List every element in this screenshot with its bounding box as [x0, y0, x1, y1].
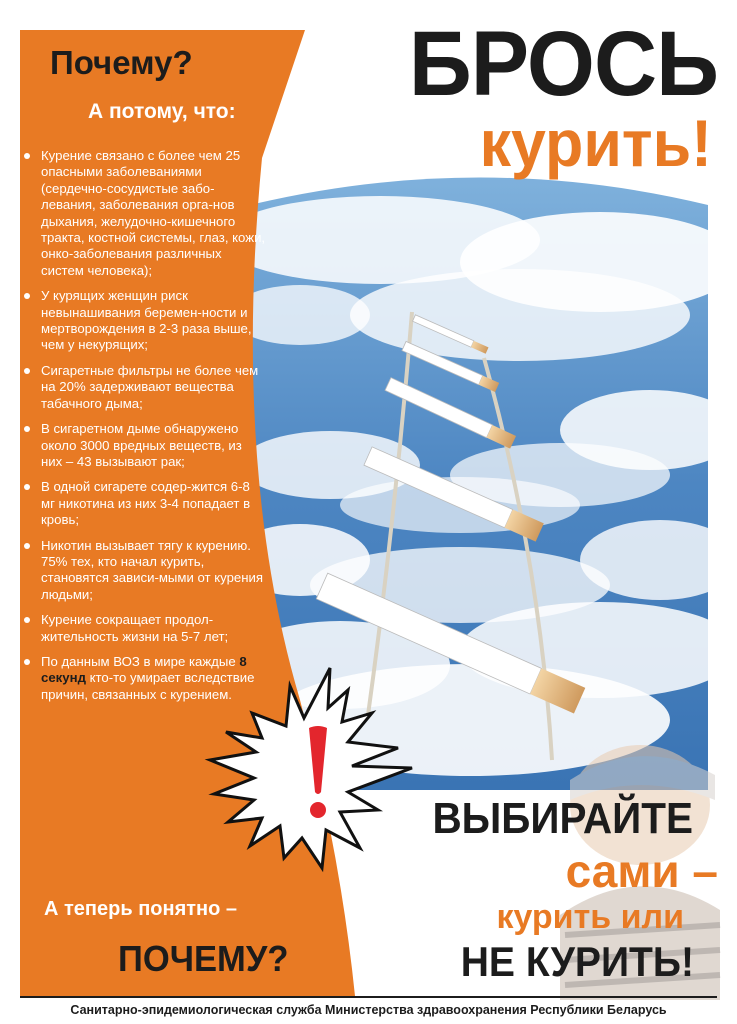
fact-text-after: кто-то умирает вследствие причин, связанных с курением.	[41, 670, 255, 702]
footer-rule	[20, 996, 717, 998]
title-line-1: БРОСЬ	[408, 13, 718, 115]
fact-item: Сигаретные фильтры не более чем на 20% задерживают вещества табачного дыма;	[24, 363, 266, 412]
conclusion-text: А теперь понятно –	[44, 898, 238, 920]
fact-item: В одной сигарете содер-жится 6-8 мг никотина из них 3-4 попадает в кровь;	[24, 479, 266, 528]
title-line-2: курить!	[479, 106, 712, 180]
fact-item: Курение сокращает продол-жительность жизни на 5-7 лет;	[24, 612, 266, 645]
fact-item	[24, 654, 266, 703]
fact-item: Курение связано с более чем 25 опасными заболеваниями (сердечно-сосудистые забо-левания, заболевания орга-нов дыхания, желудочно-кишечного тракта, костной системы, глаз, кожи, онко-заболевания различных систем человека);	[24, 148, 266, 279]
conclusion-big: ПОЧЕМУ?	[118, 938, 289, 979]
choice-line-4: НЕ КУРИТЬ!	[460, 938, 694, 985]
fact-text-before: По данным ВОЗ в мире каждые	[41, 653, 240, 669]
question-heading: Почему?	[50, 44, 193, 81]
answer-intro: А потому, что:	[88, 100, 236, 123]
choice-line-1: ВЫБИРАЙТЕ	[432, 794, 693, 843]
fact-item: Никотин вызывает тягу к курению. 75% тех, кто начал курить, становятся зависи-мыми от курения людьми;	[24, 538, 266, 604]
fact-highlight: 8 секунд	[41, 653, 247, 686]
footer-credit: Санитарно-эпидемиологическая служба Министерства здравоохранения Республики Беларусь	[70, 1003, 667, 1017]
fact-item: В сигаретном дыме обнаружено около 3000 вредных веществ, из них – 43 вызывают рак;	[24, 421, 266, 470]
facts-list	[24, 148, 266, 712]
fact-item: У курящих женщин риск невынашивания беремен-ности и мертворождения в 2-3 раза выше, чем у некурящих;	[24, 288, 266, 354]
choice-line-3: курить или	[496, 898, 684, 936]
choice-line-2: сами –	[565, 845, 718, 897]
